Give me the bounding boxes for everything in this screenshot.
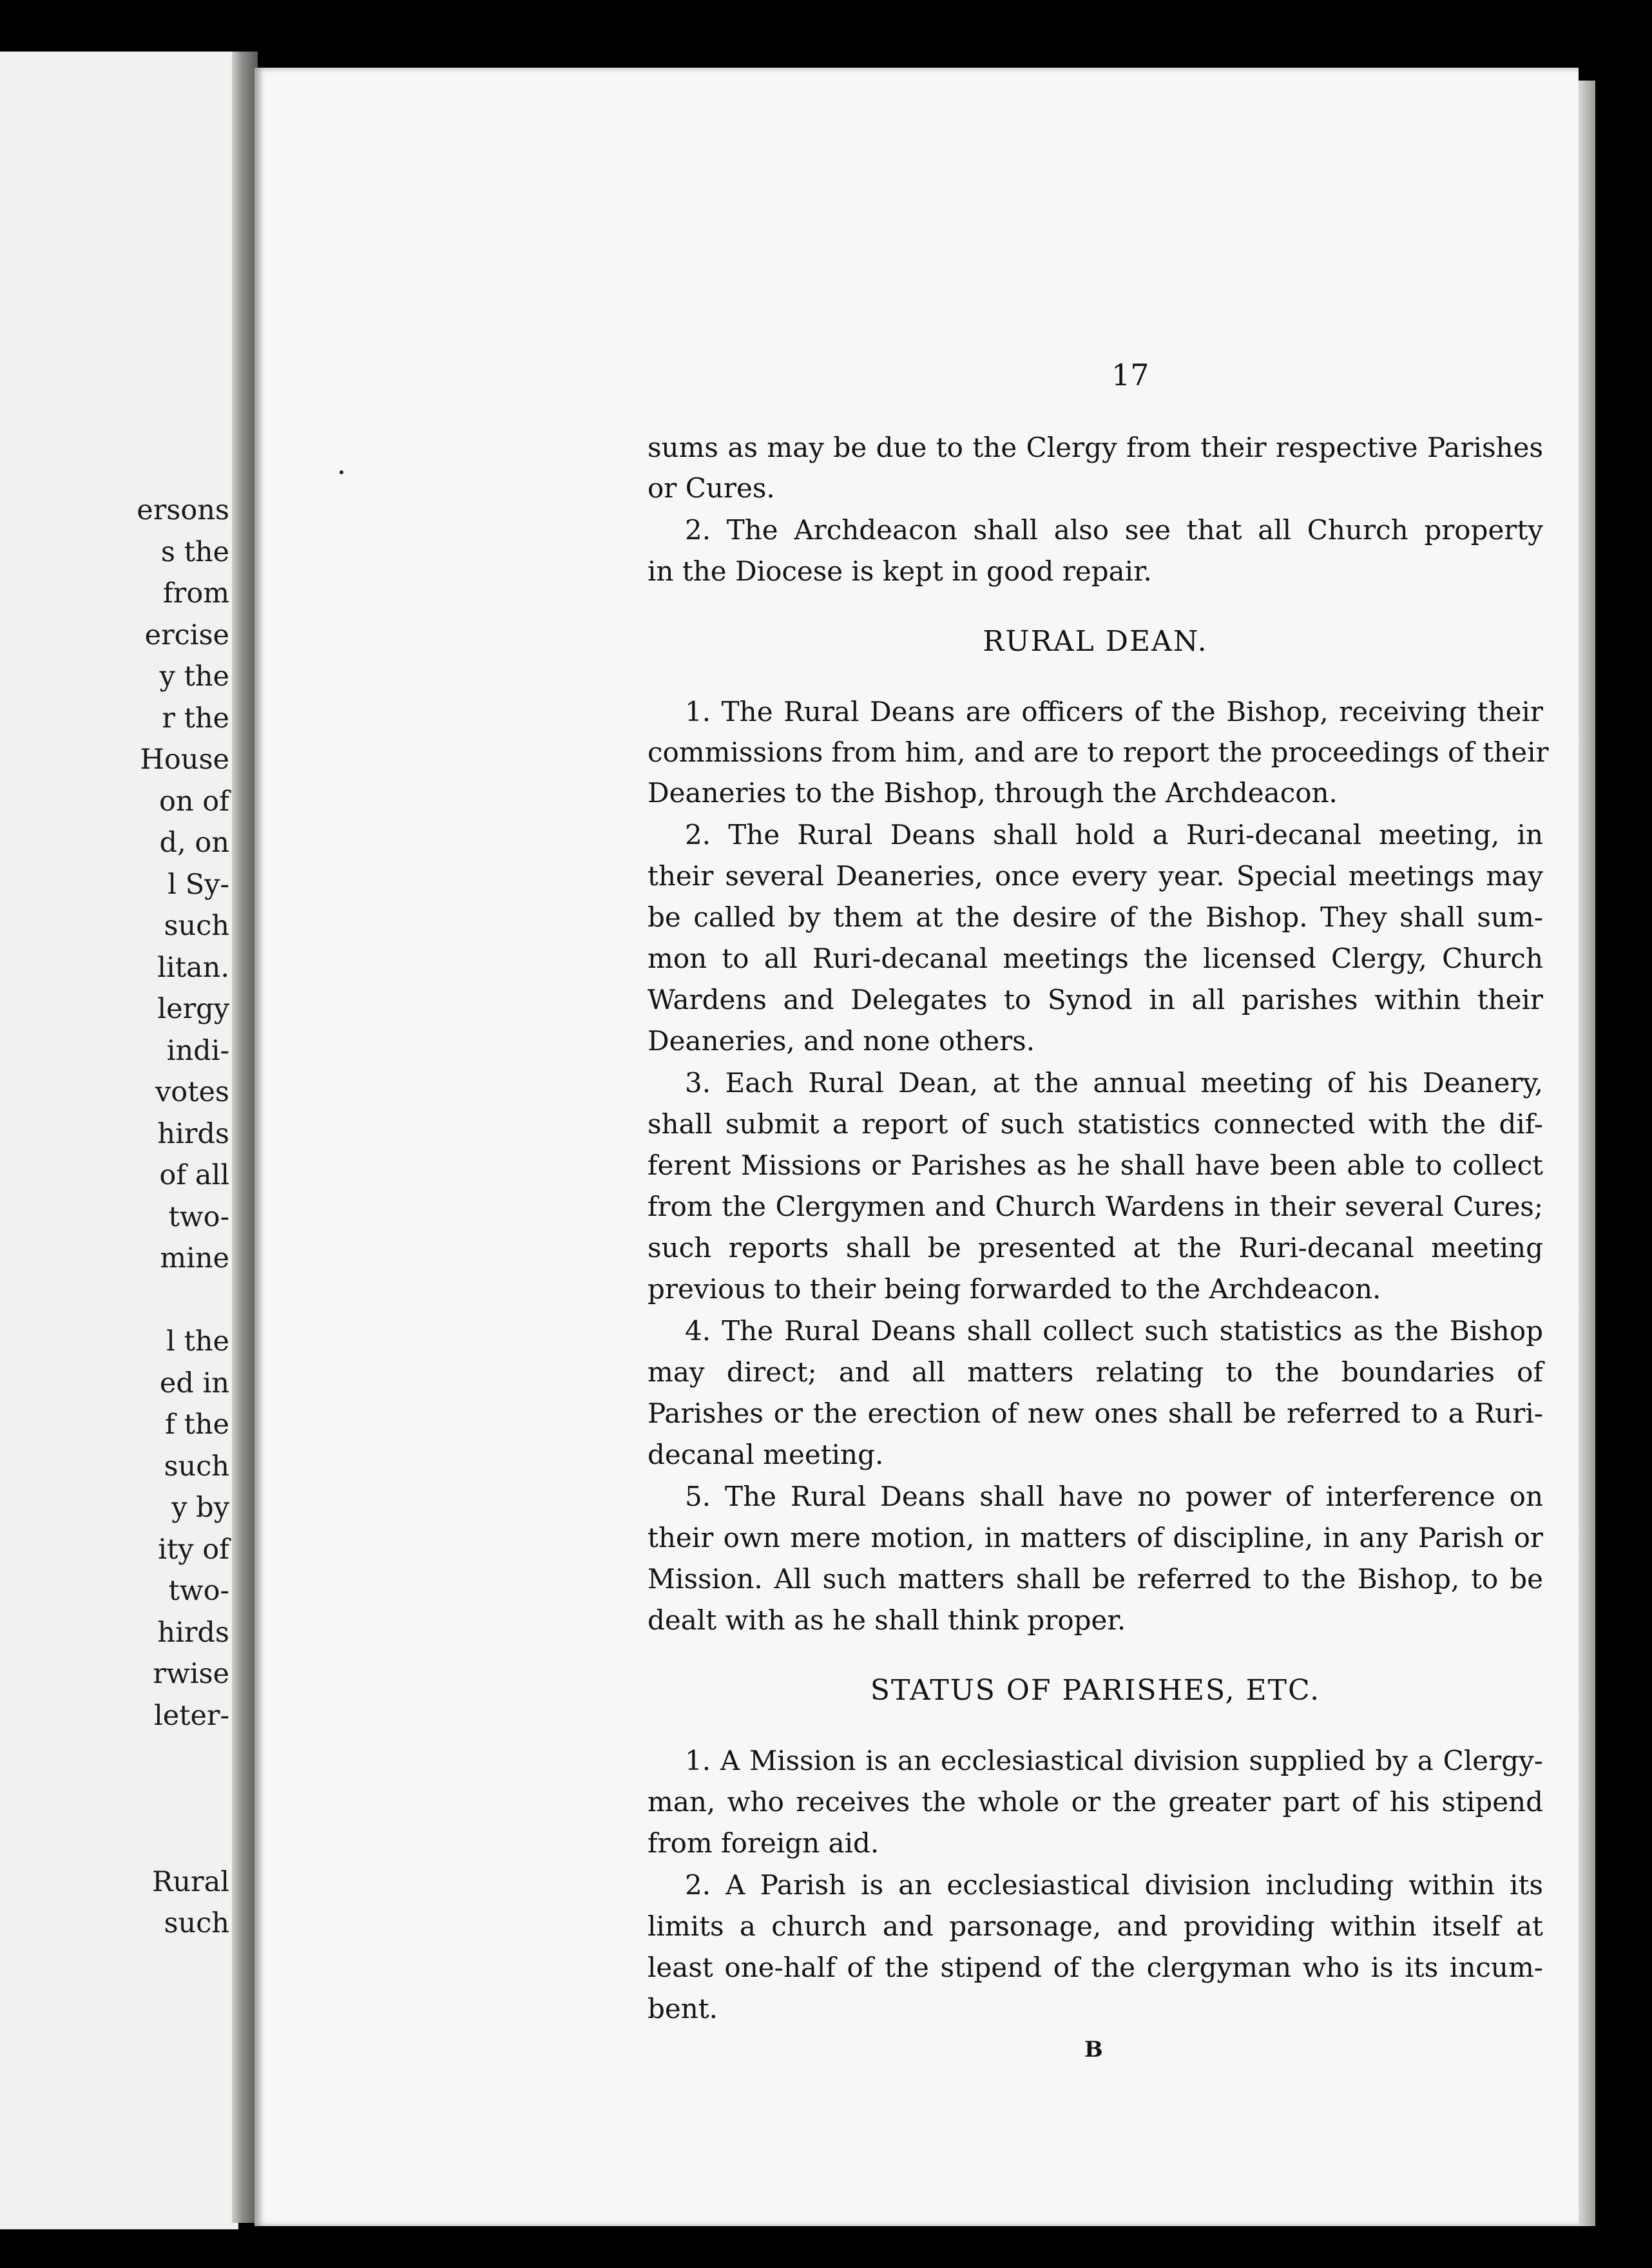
body-line: dealt with as he shall think proper. xyxy=(648,1604,1126,1636)
body-line: least one-half of the stipend of the clergyman who is its incum- xyxy=(648,1952,1543,1983)
left-line: ercise xyxy=(144,619,229,651)
left-line: rwise xyxy=(153,1658,229,1690)
body-line: 1. The Rural Deans are officers of the Bishop, receiving their xyxy=(685,696,1543,727)
page-number: 17 xyxy=(1111,358,1149,392)
left-line: r the xyxy=(162,702,229,735)
body-line: shall submit a report of such statistics connected with the dif- xyxy=(648,1108,1543,1140)
left-line: lergy xyxy=(157,993,229,1025)
left-line: ity of xyxy=(158,1533,229,1566)
left-line: Rural xyxy=(151,1865,229,1898)
body-line: in the Diocese is kept in good repair. xyxy=(648,555,1152,587)
left-line: y the xyxy=(159,660,229,693)
body-line: Deaneries to the Bishop, through the Archdeacon. xyxy=(648,777,1338,809)
body-line: 2. A Parish is an ecclesiastical division including within its xyxy=(685,1869,1543,1901)
body-line: mon to all Ruri-decanal meetings the licensed Clergy, Church xyxy=(648,943,1543,974)
body-line: such reports shall be presented at the Ruri-decanal meeting xyxy=(648,1232,1543,1264)
body-line: 2. The Archdeacon shall also see that all Church property xyxy=(685,514,1543,546)
body-line: previous to their being forwarded to the Archdeacon. xyxy=(648,1273,1381,1305)
body-line: 2. The Rural Deans shall hold a Ruri-decanal meeting, in xyxy=(685,819,1543,850)
left-line: votes xyxy=(155,1076,229,1108)
left-line xyxy=(10,1778,229,1820)
left-line: ed in xyxy=(159,1367,229,1399)
left-page-text xyxy=(10,490,229,1945)
left-line: mine xyxy=(160,1242,229,1274)
left-line xyxy=(10,1280,229,1321)
section-heading-status-of-parishes: STATUS OF PARISHES, ETC. xyxy=(870,1674,1321,1707)
body-line: Wardens and Delegates to Synod in all parishes within their xyxy=(648,984,1543,1015)
left-line: l the xyxy=(166,1325,229,1358)
body-line: man, who receives the whole or the greater part of his stipend xyxy=(648,1786,1543,1818)
left-line: hirds xyxy=(157,1616,229,1649)
left-line: hirds xyxy=(157,1117,229,1150)
left-line: two- xyxy=(168,1200,229,1233)
book-gutter xyxy=(232,52,258,2223)
body-line: from the Clergymen and Church Wardens in their several Cures; xyxy=(648,1191,1543,1222)
body-line: 3. Each Rural Dean, at the annual meeting of his Deanery, xyxy=(685,1067,1543,1099)
body-line: limits a church and parsonage, and providing within itself at xyxy=(648,1910,1543,1942)
left-line: such xyxy=(164,910,229,942)
left-line: ersons xyxy=(137,494,229,526)
left-line: d, on xyxy=(159,827,229,859)
left-line: y by xyxy=(171,1492,229,1524)
body-line: their several Deaneries, once every year. Special meetings may xyxy=(648,860,1543,892)
body-line: sums as may be due to the Clergy from their respective Parishes xyxy=(648,432,1543,463)
left-line: s the xyxy=(160,535,229,568)
left-line xyxy=(10,1820,229,1861)
left-line: litan. xyxy=(157,951,229,984)
left-line xyxy=(10,1736,229,1778)
scan-speck xyxy=(340,470,343,474)
left-line: indi- xyxy=(166,1034,229,1067)
left-line: from xyxy=(162,577,229,610)
body-line: Deaneries, and none others. xyxy=(648,1025,1035,1057)
left-line: on of xyxy=(158,785,229,818)
body-line: decanal meeting. xyxy=(648,1439,884,1470)
body-line: 5. The Rural Deans shall have no power of interference on xyxy=(685,1481,1543,1512)
left-line: two- xyxy=(168,1575,229,1607)
body-line: from foreign aid. xyxy=(648,1827,879,1859)
left-facing-page xyxy=(0,52,238,2229)
left-line: House xyxy=(140,744,229,776)
body-line: commissions from him, and are to report the proceedings of their xyxy=(648,736,1549,768)
right-page xyxy=(255,68,1579,2226)
section-heading-rural-dean: RURAL DEAN. xyxy=(983,625,1208,658)
body-line: Mission. All such matters shall be referred to the Bishop, to be xyxy=(648,1563,1543,1595)
left-line: f the xyxy=(164,1408,229,1441)
body-line: Parishes or the erection of new ones shall be referred to a Ruri- xyxy=(648,1398,1543,1429)
body-line: 4. The Rural Deans shall collect such statistics as the Bishop xyxy=(685,1315,1543,1347)
body-line: their own mere motion, in matters of discipline, in any Parish or xyxy=(648,1522,1543,1553)
left-line: of all xyxy=(159,1159,229,1191)
body-line: 1. A Mission is an ecclesiastical division supplied by a Clergy- xyxy=(685,1745,1543,1776)
body-line: may direct; and all matters relating to the boundaries of xyxy=(648,1356,1543,1388)
signature-mark: B xyxy=(1084,2037,1103,2062)
body-line: or Cures. xyxy=(648,472,775,504)
left-line: l Sy- xyxy=(168,868,229,901)
left-line: such xyxy=(164,1450,229,1483)
body-line: be called by them at the desire of the Bishop. They shall sum- xyxy=(648,901,1543,933)
body-line: bent. xyxy=(648,1993,718,2024)
left-line: such xyxy=(164,1907,229,1939)
body-line: ferent Missions or Parishes as he shall have been able to collect xyxy=(648,1149,1543,1181)
left-line: leter- xyxy=(153,1699,229,1732)
